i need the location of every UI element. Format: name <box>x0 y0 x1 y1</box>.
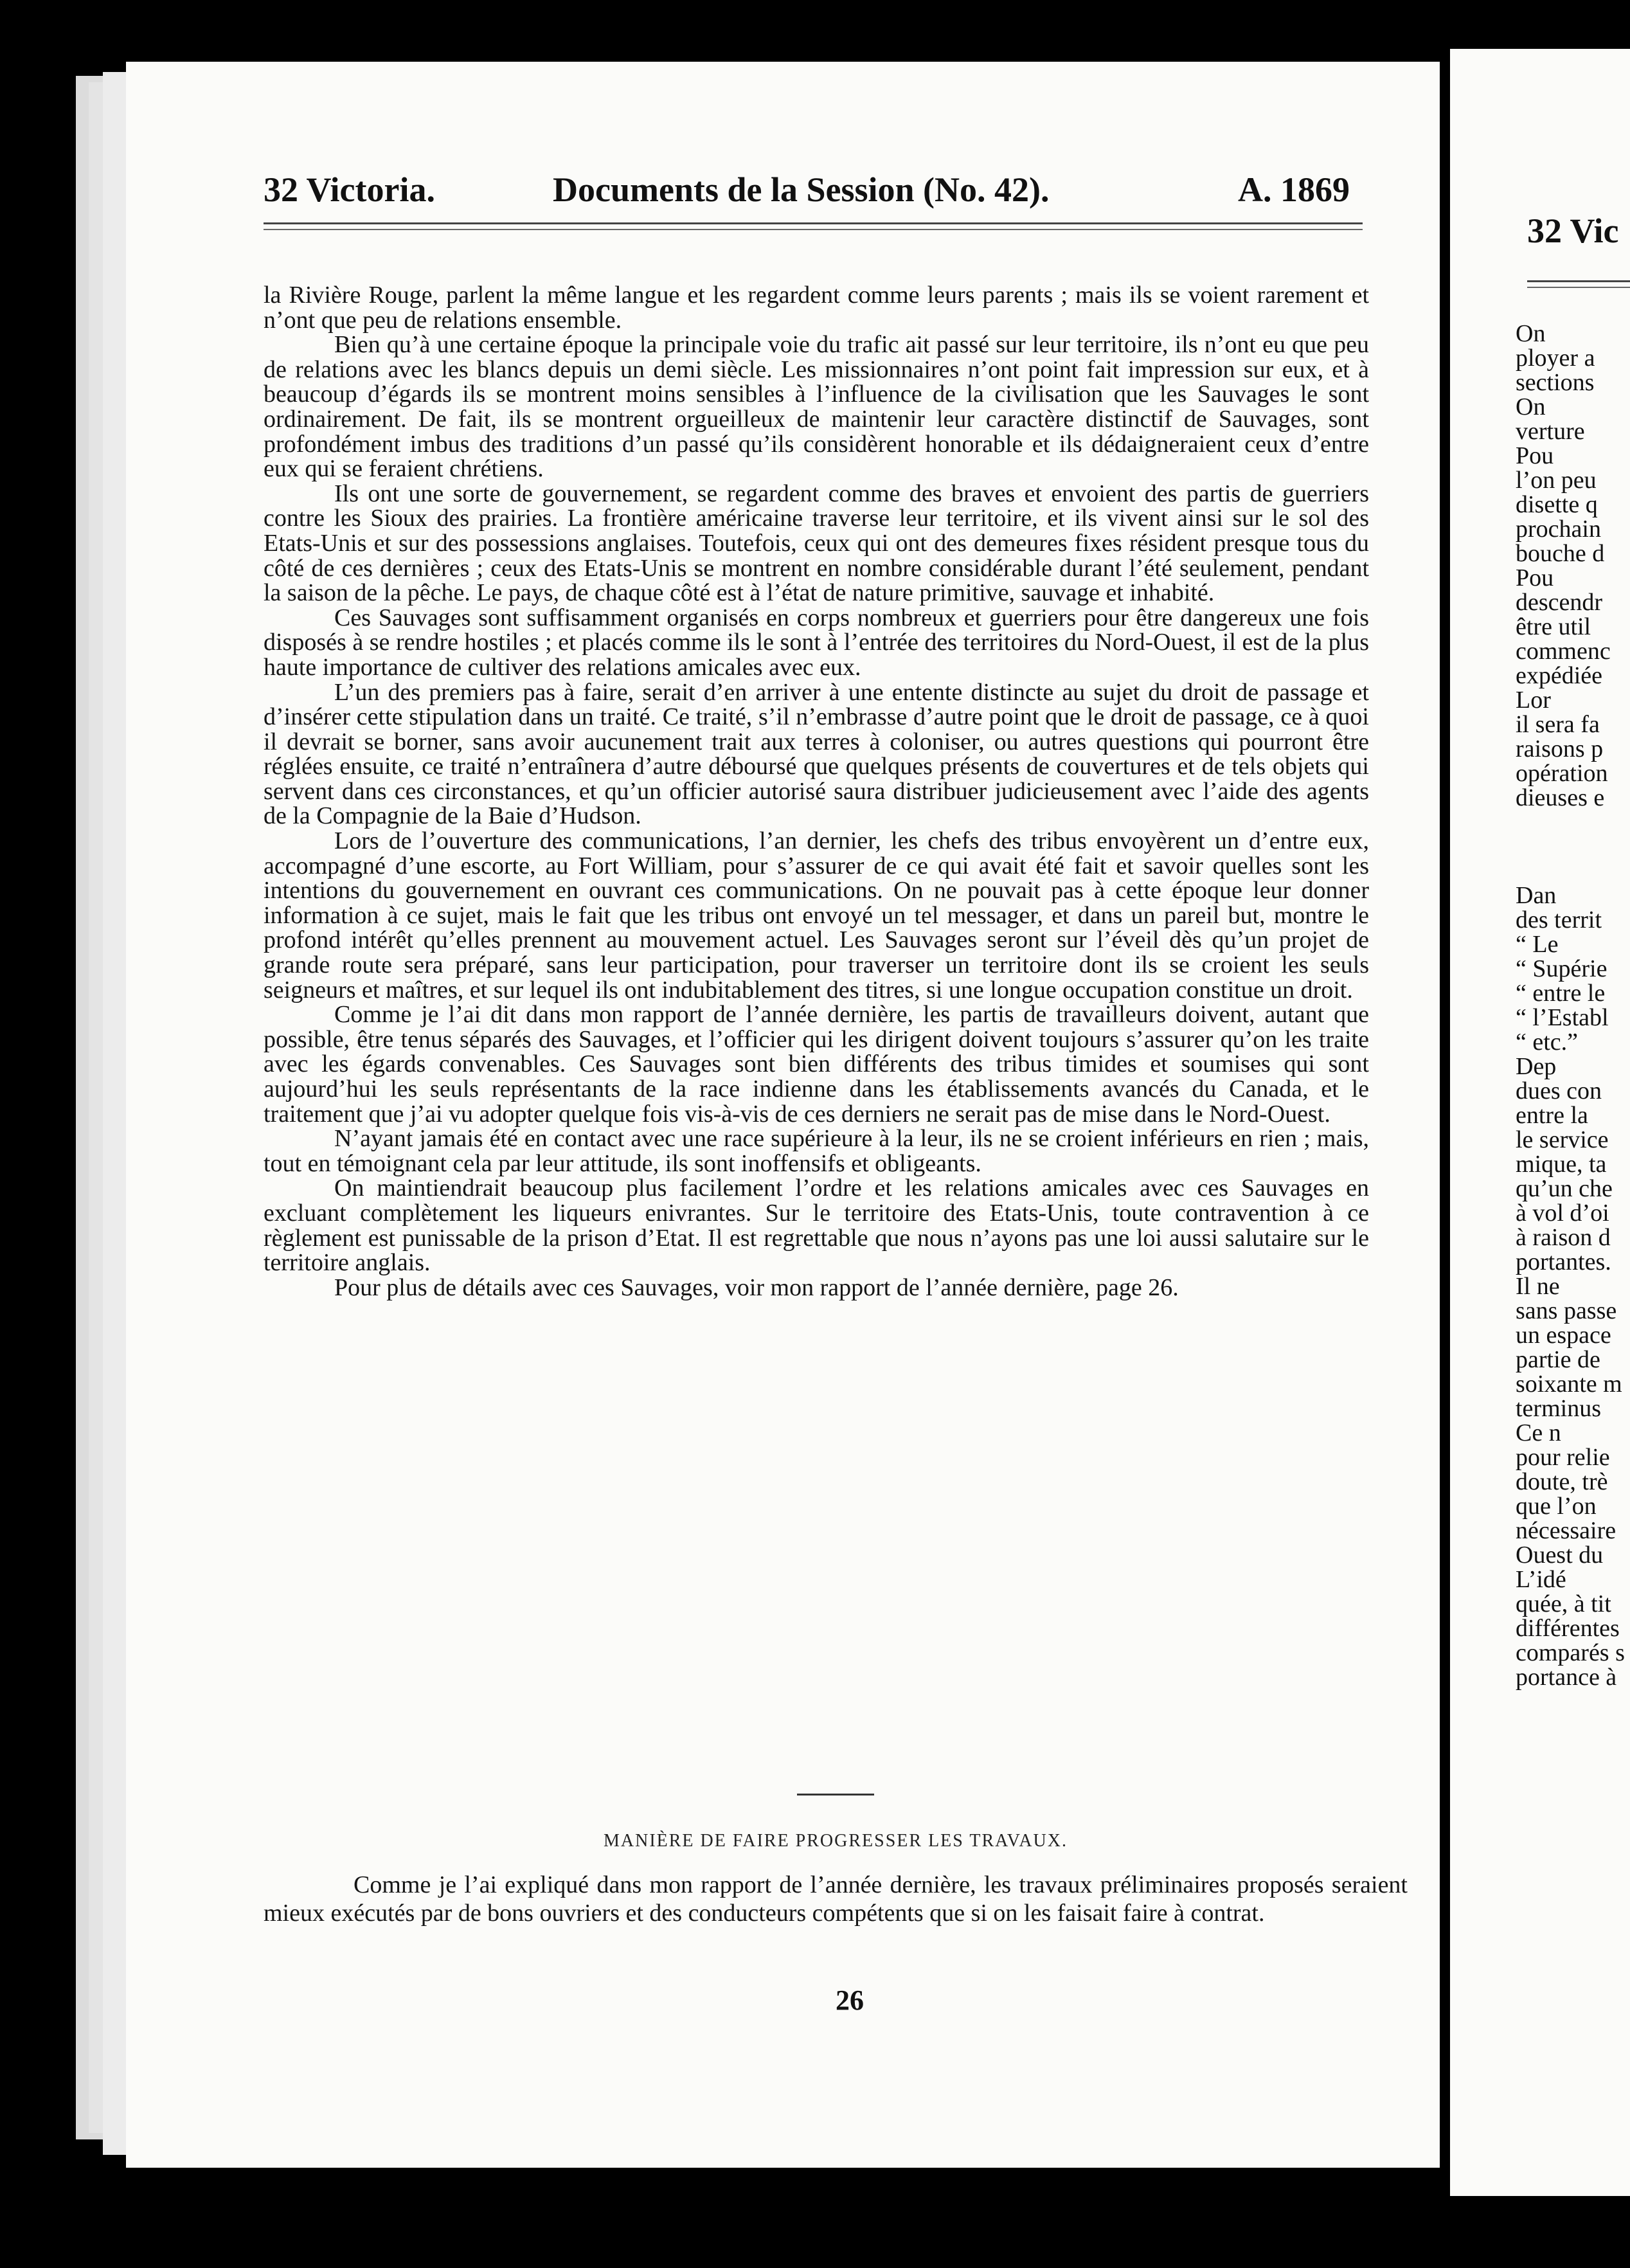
header-volume: 32 Victoria. <box>264 170 435 209</box>
facing-page <box>1450 49 1630 2196</box>
facing-page-line: nécessaire <box>1516 1517 1617 1544</box>
facing-page-line: sans passe <box>1516 1297 1617 1324</box>
paragraph: Bien qu’à une certaine époque la principale voie du trafic ait passé sur leur territoire, ils n’ont eu que peu de relations avec les blancs depuis un demi siècle. Les missionnaires n’ont point fait impression sur eux, et à beaucoup d’égards ils se montrent moins sensibles à l’influence de la civilisation que les Sauvages le sont ordinairement. De fait, ils se montrent orgueilleux de maintenir leur caractère distinctif de Sauvages, sont profondément imbus des traditions d’un passé qu’ils considèrent honorable et ils dédaigneraient ceux d’entre eux qui se feraient chrétiens. <box>264 331 1369 483</box>
facing-page-line: comparés s <box>1516 1639 1625 1666</box>
body-text <box>264 283 1369 1300</box>
facing-page-line <box>1516 859 1630 883</box>
facing-page-line: des territ <box>1516 906 1602 933</box>
facing-page-line: On <box>1516 393 1546 420</box>
paragraph: N’ayant jamais été en contact avec une race supérieure à la leur, ils ne se croient inférieurs en rien ; mais, tout en témoignant cela par leur attitude, ils sont inoffensifs et obligeants. <box>264 1125 1369 1177</box>
page-number: 26 <box>836 1985 864 2016</box>
facing-page-line: raisons p <box>1516 735 1604 762</box>
section-title: MANIÈRE DE FAIRE PROGRESSER LES TRAVAUX. <box>603 1831 1068 1851</box>
facing-page-line: disette q <box>1516 491 1598 518</box>
facing-page-line <box>1516 810 1630 834</box>
facing-page-line: L’idé <box>1516 1566 1566 1593</box>
facing-page-line: Dan <box>1516 882 1557 909</box>
facing-page-line: Lor <box>1516 687 1551 714</box>
header-title: Documents de la Session (No. 42). <box>553 170 1050 209</box>
facing-page-line: partie de <box>1516 1346 1600 1373</box>
facing-page-line: un espace <box>1516 1322 1611 1349</box>
facing-page-rule-secondary <box>1527 287 1630 288</box>
facing-page-line: sections <box>1516 369 1595 396</box>
facing-page-line: soixante m <box>1516 1371 1622 1398</box>
facing-page-line: commenc <box>1516 638 1611 665</box>
facing-page-text <box>1516 321 1630 1689</box>
paragraph: Pour plus de détails avec ces Sauvages, voir mon rapport de l’année dernière, page 26. <box>334 1274 1179 1301</box>
paragraph: Ces Sauvages sont suffisamment organisés en corps nombreux et guerriers pour être dangereux une fois disposés à se rendre hostiles ; et placés comme ils le sont à l’entrée des territoires du Nord-Ouest, il est de la plus haute importance de cultiver des relations amicales avec eux. <box>264 604 1369 681</box>
header-rule <box>264 222 1363 224</box>
paragraph: On maintiendrait beaucoup plus facilement l’ordre et les relations amicales avec ces Sauvages en excluant complètement les liqueurs enivrantes. Sur le territoire des Etats-Unis, toute contravention à ce règlement est punissable de la prison d’Etat. Il est regrettable que nous n’ayons pas une loi aussi salutaire sur le territoire anglais. <box>264 1174 1369 1277</box>
facing-page-line: dieuses e <box>1516 784 1605 811</box>
section-divider <box>797 1794 874 1796</box>
paragraph: la Rivière Rouge, parlent la même langue et les regardent comme leurs parents ; mais ils se voient rarement et n’ont que peu de relations ensemble. <box>264 282 1369 334</box>
facing-page-line: “ Le <box>1516 931 1559 958</box>
section-body <box>264 1871 1408 1927</box>
facing-page-line: l’on peu <box>1516 467 1597 494</box>
facing-page-line: à raison d <box>1516 1224 1611 1251</box>
facing-page-line: terminus <box>1516 1395 1601 1422</box>
paragraph: Lors de l’ouverture des communications, l’an dernier, les chefs des tribus envoyèrent un d’entre eux, accompagné d’une escorte, au Fort William, pour s’assurer de ce qui avait été fait et savoir quelles sont les intentions du gouvernement en ouvrant ces communications. On ne pouvait pas à cette époque leur donner information à ce sujet, mais le fait que les tribus ont envoyé un tel messager, et dans un pareil but, montre le profond intérêt qu’elles prennent au mouvement actuel. Les Sauvages seront sur l’éveil dès qu’un projet de grande route sera préparé, sans leur participation, pour traverser un territoire dont ils se croient les seuls seigneurs et maîtres, et sur lequel ils ont indubitablement des titres, si une longue occupation constitue un droit. <box>264 827 1369 1004</box>
facing-page-line: qu’un che <box>1516 1175 1613 1202</box>
facing-page-line: On <box>1516 320 1546 347</box>
header-year: A. 1869 <box>1238 170 1350 209</box>
facing-page-line: le service <box>1516 1126 1609 1153</box>
paragraph: Ils ont une sorte de gouvernement, se regardent comme des braves et envoient des partis de guerriers contre les Sioux des prairies. La frontière américaine traverse leur territoire, et ils vivent ainsi sur le sol des Etats-Unis et sur des possessions anglaises. Toutefois, ceux qui ont des demeures fixes résident presque tous du côté de ces dernières ; ceux des Etats-Unis se montrent en nombre considérable durant l’été seulement, pendant la saison de la pêche. Le pays, de chaque côté est à l’état de nature primitive, sauvage et inhabité. <box>264 480 1369 607</box>
facing-page-line: “ l’Establ <box>1516 1004 1609 1031</box>
facing-page-header: 32 Vic <box>1527 212 1619 250</box>
facing-page-line: bouche d <box>1516 540 1605 567</box>
facing-page-line: ployer a <box>1516 345 1595 372</box>
facing-page-line: à vol d’oi <box>1516 1200 1609 1227</box>
facing-page-line: “ entre le <box>1516 980 1606 1007</box>
facing-page-line: prochain <box>1516 516 1601 543</box>
paragraph: Comme je l’ai dit dans mon rapport de l’année dernière, les partis de travailleurs doivent, autant que possible, être tenus séparés des Sauvages, et l’officier qui les dirigent doivent toujours s’assurer qu’on les traite avec les égards convenables. Ces Sauvages sont bien différents des tribus timides et soumises qui sont aujourd’hui les seuls représentants de la race indienne dans les établissements avancés du Canada, et le traitement que j’ai vu adopter quelque fois vis-à-vis de ces derniers ne serait pas de mise dans le Nord-Ouest. <box>264 1001 1369 1128</box>
facing-page-line: il sera fa <box>1516 711 1600 738</box>
facing-page-rule <box>1527 280 1630 282</box>
facing-page-line: “ Supérie <box>1516 955 1608 982</box>
facing-page-line: portantes. <box>1516 1248 1611 1275</box>
facing-page-line: entre la <box>1516 1102 1588 1129</box>
facing-page-line: verture <box>1516 418 1585 445</box>
facing-page-line: Pou <box>1516 442 1554 469</box>
facing-page-line: portance à <box>1516 1664 1617 1691</box>
facing-page-line: dues con <box>1516 1077 1602 1104</box>
facing-page-line: Pou <box>1516 564 1554 591</box>
facing-page-line: opération <box>1516 760 1608 787</box>
facing-page-line: Il ne <box>1516 1273 1560 1300</box>
header-rule-secondary <box>264 229 1363 230</box>
facing-page-line <box>1516 834 1630 859</box>
facing-page-line: différentes <box>1516 1615 1620 1642</box>
facing-page-line: mique, ta <box>1516 1151 1607 1178</box>
facing-page-line: être util <box>1516 613 1591 640</box>
facing-page-line: descendr <box>1516 589 1603 616</box>
facing-page-line: Ce n <box>1516 1419 1561 1446</box>
facing-page-line: Ouest du <box>1516 1542 1604 1569</box>
paragraph: Comme je l’ai expliqué dans mon rapport de l’année dernière, les travaux préliminaires proposés seraient mieux exécutés par de bons ouvriers et des conducteurs compétents que si on les faisait faire à contrat. <box>264 1871 1408 1927</box>
facing-page-line: Dep <box>1516 1053 1557 1080</box>
facing-page-line: expédiée <box>1516 662 1603 689</box>
paragraph: L’un des premiers pas à faire, serait d’en arriver à une entente distincte au sujet du droit de passage et d’insérer cette stipulation dans un traité. Ce traité, s’il n’embrasse d’autre point que le droit de passage, ce à quoi il devrait se borner, sans avoir aucunement trait aux terres à coloniser, ou autres questions qui pourront être réglées ensuite, ce traité n’entraînera d’autre déboursé que quelques présents de couvertures et de tels objets qui servent dans ces circonstances, et qu’un officier autorisé saura distribuer judicieusement avec l’aide des agents de la Compagnie de la Baie d’Hudson. <box>264 678 1369 830</box>
facing-page-line: doute, trè <box>1516 1468 1608 1495</box>
facing-page-line: quée, à tit <box>1516 1590 1611 1617</box>
facing-page-line: “ etc.” <box>1516 1029 1579 1056</box>
facing-page-line: pour relie <box>1516 1444 1610 1471</box>
facing-page-line: que l’on <box>1516 1493 1597 1520</box>
